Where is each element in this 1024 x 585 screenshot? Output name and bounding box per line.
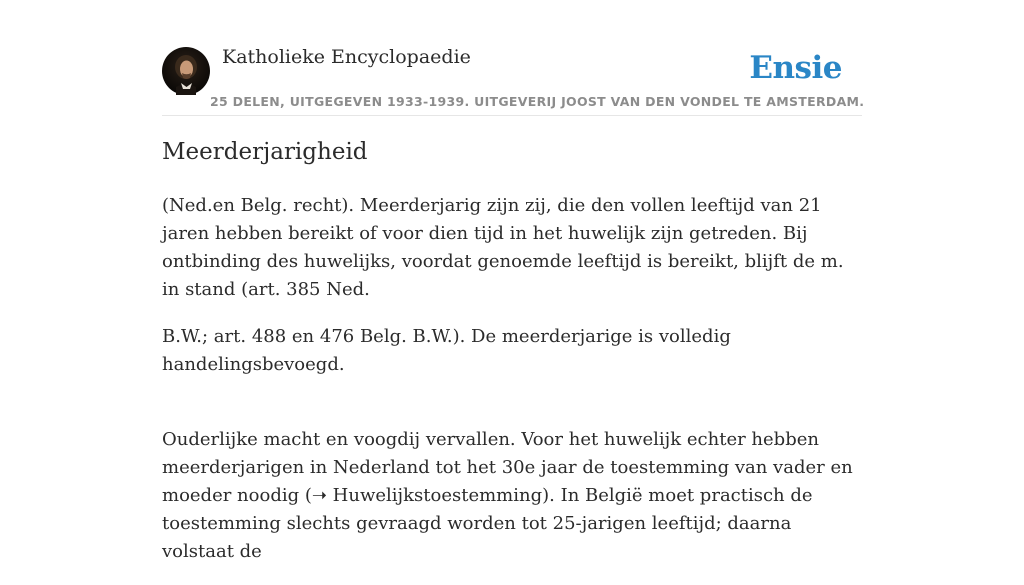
source-meta: 25 DELEN, UITGEGEVEN 1933-1939. UITGEVERIJ JOOST VAN DEN VONDEL TE AMSTERDAM. [210,94,865,109]
portrait-avatar-icon [162,47,210,95]
page-title: Meerderjarigheid [162,139,368,165]
paragraph-spacer [162,398,862,426]
source-avatar[interactable] [162,47,210,95]
article-paragraph: (Ned.en Belg. recht). Meerderjarig zijn zij, die den vollen leeftijd van 21 jaren hebben bereikt of voor dien tijd in het huwelijk zijn getreden. Bij ontbinding des huwelijks, voordat genoemde leeftijd is bereikt, blijft de m. in stand (art. 385 Ned. [162,195,844,300]
source-header [162,44,865,116]
article-body [162,192,862,585]
brand-logo[interactable]: Ensie [749,50,842,86]
source-title[interactable]: Katholieke Encyclopaedie [222,46,471,68]
article-paragraph: B.W.; art. 488 en 476 Belg. B.W.). De meerderjarige is volledig handelingsbevoegd. [162,326,731,375]
article-paragraph: Ouderlijke macht en voogdij vervallen. Voor het huwelijk echter hebben meerderjarigen in Nederland tot het 30e jaar de toestemming van vader en moeder noodig (➝ Huwelijkstoestemming). In België moet practisch de toestemming slechts gevraagd worden tot 25-jarigen leeftijd; daarna volstaat de [162,429,853,562]
